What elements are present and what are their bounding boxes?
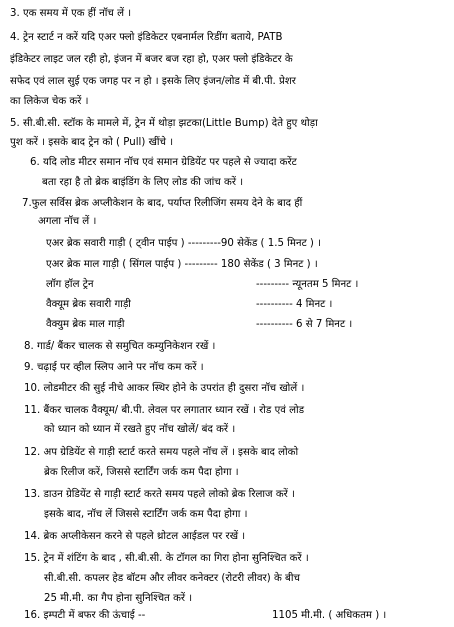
item-15-line-1: 15. ट्रेन में शंटिंग के बाद , सी.बी.सी. के टॉगल का गिरा होना सुनिश्चित करें । (24, 553, 309, 564)
item-5-line-1: 5. सी.बी.सी. स्टॉक के मामले में, ट्रेन में थोड़ा झटका(Little Bump) देते हुए थोड़ा (10, 118, 318, 129)
item-6-line-2: बता रहा है तो ब्रेक बाइंडिंग के लिए लोड की जांच करें । (42, 177, 244, 188)
item-4-line-3: सफेद एवं लाल सुई एक जगह पर न हो । इसके लिए इंजन/लोड में बी.पी. प्रेशर (10, 76, 296, 87)
item-11-line-2: को ध्यान को ध्यान में रखते हुए नॉच खोलें/ बंद करें । (44, 424, 236, 435)
brake-time-row-3-label: लॉग हॉल ट्रेन (46, 279, 94, 290)
item-7-line-1: 7.फुल सर्विस ब्रेक अप्लीकेशन के बाद, पर्याप्त रिलीजिंग समय देने के बाद हीं (22, 198, 303, 209)
item-11-line-1: 11. बैंकर चालक वैक्यूम/ बी.पी. लेवल पर लगातार ध्यान रखें । रोड एवं लोड (24, 405, 305, 416)
item-4-line-4: का लिकेज चेक करें । (10, 96, 89, 107)
item-16-value: 1105 मी.मी. ( अधिकतम ) । (272, 610, 387, 621)
brake-time-row-1: एअर ब्रेक सवारी गाड़ी ( ट्वीन पाईप ) ---------90 सेकेंड ( 1.5 मिनट ) । (46, 238, 322, 249)
item-4-line-1: 4. ट्रेन स्टार्ट न करें यदि एअर फ्लो इंडिकेटर एबनार्मल रिडींग बताये, PATB (10, 32, 283, 43)
brake-time-row-5-label: वैक्युम ब्रेक माल गाड़ी (46, 319, 125, 330)
brake-time-row-4-value: ---------- 4 मिनट । (256, 299, 333, 310)
item-12-line-1: 12. अप ग्रेडियेंट से गाड़ी स्टार्ट करते समय पहले नॉच लें । इसके बाद लोको (24, 447, 299, 458)
brake-time-row-5-value: ---------- 6 से 7 मिनट । (256, 319, 353, 330)
item-7-line-2: अगला नॉच लें । (38, 216, 97, 227)
item-14: 14. ब्रेक अप्लीकेसन करने से पहले थ्रोटल आईडल पर रखें । (24, 531, 246, 542)
item-10: 10. लोडमीटर की सुई नीचे आकर स्थिर होने के उपरांत ही दुसरा नॉच खोलें । (24, 383, 305, 394)
item-5-line-2: पुश करें । इसके बाद ट्रेन को ( Pull) खींचे । (10, 137, 174, 148)
brake-time-row-3-value: --------- न्यूनतम 5 मिनट । (256, 279, 359, 290)
item-16-label: 16. इम्पटी में बफर की ऊंचाई -- (24, 610, 146, 621)
item-3: 3. एक समय में एक हीं नॉच लें । (10, 8, 132, 19)
item-4-line-2: इंडिकेटर लाइट जल रही हो, इंजन में बजर बज रहा हो, एअर फ्लो इंडिकेटर के (10, 54, 293, 65)
item-9: 9. चढ़ाई पर व्हील स्लिप आने पर नॉच कम करें । (24, 362, 204, 373)
item-12-line-2: ब्रेक रिलीज करें, जिससे स्टार्टिंग जर्क कम पैदा होगा । (44, 467, 239, 478)
brake-time-row-2: एअर ब्रेक माल गाड़ी ( सिंगल पाईप ) --------- 180 सेकेंड ( 3 मिनट ) । (46, 259, 318, 270)
item-6-line-1: 6. यदि लोड मीटर समान नॉच एवं समान ग्रेडियेंट पर पहले से ज्यादा करेंट (30, 157, 297, 168)
item-15-line-2: सी.बी.सी. कपलर हेड बॉटम और लीवर कनेक्टर (रोटरी लीवर) के बीच (44, 573, 300, 584)
brake-time-row-4-label: वैक्यूम ब्रेक सवारी गाड़ी (46, 299, 131, 310)
item-8: 8. गार्ड/ बैंकर चालक से समुचित कम्युनिकेशन रखें । (24, 341, 216, 352)
item-13-line-2: इसके बाद, नॉच लें जिससे स्टार्टिंग जर्क कम पैदा होगा । (44, 509, 248, 520)
item-15-line-3: 25 मी.मी. का गैप होना सुनिश्चित करें । (44, 593, 193, 604)
item-13-line-1: 13. डाउन ग्रेडियेंट से गाड़ी स्टार्ट करते समय पहले लोको ब्रेक रिलाज करें । (24, 489, 295, 500)
